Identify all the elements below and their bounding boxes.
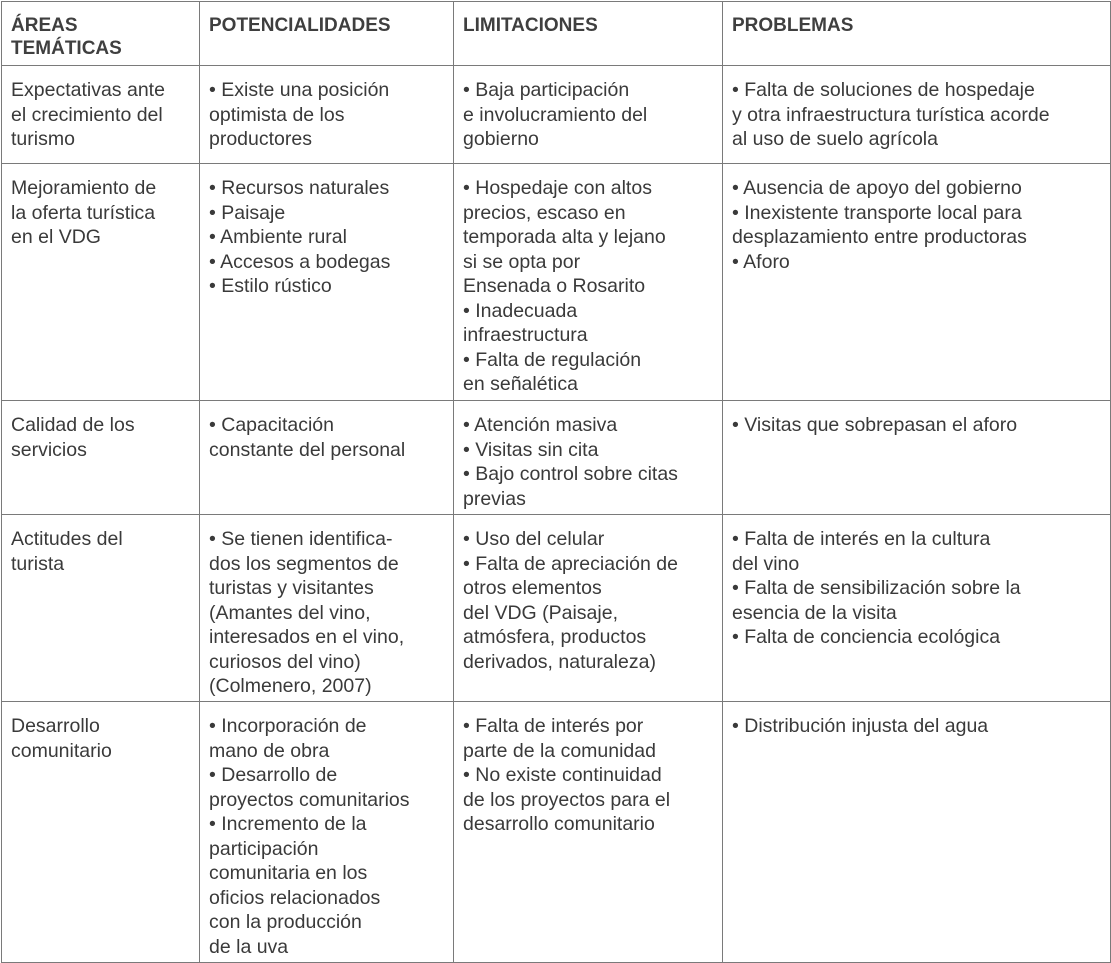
table-row (2, 515, 1111, 702)
cell-limitaciones (454, 164, 723, 401)
cell-text-line: mano de obra (209, 739, 330, 762)
header-areas-tematicas (2, 2, 200, 66)
header-potencialidades (200, 2, 454, 66)
header-text-line: ÁREAS (11, 15, 78, 36)
header-limitaciones (454, 2, 723, 66)
cell-text-line: • Falta de soluciones de hospedaje (732, 79, 1035, 101)
cell-text-line: la oferta turística (11, 201, 156, 224)
cell-potencialidades (200, 164, 454, 401)
cell-text-line: esencia de la visita (732, 601, 897, 624)
cell-text-line: • Accesos a bodegas (209, 250, 391, 273)
cell-text-line: • Capacitación (209, 414, 334, 436)
cell-text-line: optimista de los (209, 103, 345, 126)
cell-text-line: • Se tienen identifica- (209, 528, 393, 550)
cell-problemas (723, 515, 1111, 702)
cell-area (2, 401, 200, 515)
cell-text-line: • Falta de interés por (463, 715, 644, 737)
cell-potencialidades (200, 702, 454, 963)
cell-text-line: • Falta de sensibilización sobre la (732, 577, 1021, 599)
cell-text-line: en el VDG (11, 226, 101, 248)
cell-text-line: • Desarrollo de (209, 764, 338, 786)
cell-text-line: • Paisaje (209, 201, 286, 224)
cell-text-line: participación (209, 837, 319, 860)
cell-area (2, 515, 200, 702)
cell-text-line: temporada alta y lejano (463, 226, 666, 248)
table-row (2, 702, 1111, 963)
cell-text-line: dos los segmentos de (209, 552, 399, 575)
cell-problemas (723, 164, 1111, 401)
table-row (2, 401, 1111, 515)
cell-text-line: • Ausencia de apoyo del gobierno (732, 177, 1022, 199)
cell-text-line: si se opta por (463, 250, 581, 273)
cell-text-line: • Visitas que sobrepasan el aforo (732, 414, 1018, 436)
cell-limitaciones (454, 702, 723, 963)
cell-text-line: atmósfera, productos (463, 626, 647, 648)
cell-text-line: gobierno (463, 128, 539, 150)
cell-text-line: • Estilo rústico (209, 275, 332, 297)
cell-text-line: productores (209, 128, 312, 150)
cell-text-line: de la uva (209, 935, 289, 958)
cell-text-line: • Falta de regulación (463, 348, 642, 371)
cell-text-line: • Inadecuada (463, 299, 578, 322)
cell-text-line: • Recursos naturales (209, 177, 390, 199)
cell-text-line: al uso de suelo agrícola (732, 128, 938, 150)
cell-text-line: • Baja participación (463, 79, 630, 101)
cell-text-line: Expectativas ante (11, 79, 165, 101)
cell-text-line: proyectos comunitarios (209, 788, 410, 811)
cell-text-line: • Falta de apreciación de (463, 552, 678, 575)
cell-text-line: (Amantes del vino, (209, 601, 371, 624)
cell-text-line: • Existe una posición (209, 79, 390, 101)
cell-area (2, 702, 200, 963)
cell-text-line: previas (463, 487, 526, 510)
cell-text-line: Calidad de los (11, 414, 135, 436)
thematic-areas-table (1, 1, 1111, 963)
cell-text-line: precios, escaso en (463, 201, 626, 224)
header-text-line: LIMITACIONES (463, 15, 598, 36)
cell-potencialidades (200, 515, 454, 702)
cell-text-line: de los proyectos para el (463, 788, 671, 811)
cell-text-line: servicios (11, 438, 87, 461)
cell-text-line: desarrollo comunitario (463, 813, 655, 835)
cell-limitaciones (454, 66, 723, 164)
cell-text-line: • Inexistente transporte local para (732, 201, 1022, 224)
cell-potencialidades (200, 401, 454, 515)
cell-text-line: • Falta de conciencia ecológica (732, 626, 1001, 648)
cell-text-line: • Incremento de la (209, 813, 367, 835)
header-problemas (723, 2, 1111, 66)
cell-text-line: y otra infraestructura turística acorde (732, 103, 1050, 126)
cell-text-line: e involucramiento del (463, 103, 648, 126)
header-text-line: POTENCIALIDADES (209, 15, 391, 36)
cell-text-line: (Colmenero, 2007) (209, 675, 372, 697)
cell-text-line: curiosos del vino) (209, 650, 361, 673)
table-row (2, 164, 1111, 401)
cell-text-line: turismo (11, 128, 75, 150)
table-row (2, 66, 1111, 164)
cell-text-line: • Aforo (732, 250, 790, 273)
cell-text-line: con la producción (209, 911, 362, 933)
cell-text-line: turista (11, 552, 65, 575)
cell-text-line: Ensenada o Rosarito (463, 275, 646, 297)
cell-text-line: • Atención masiva (463, 414, 618, 436)
header-text-line: PROBLEMAS (732, 15, 854, 36)
cell-text-line: Mejoramiento de (11, 177, 157, 199)
cell-text-line: • Bajo control sobre citas (463, 463, 678, 485)
cell-text-line: el crecimiento del (11, 103, 163, 126)
cell-text-line: constante del personal (209, 438, 406, 461)
cell-text-line: • Hospedaje con altos (463, 177, 652, 199)
cell-text-line: en señalética (463, 373, 578, 395)
cell-text-line: interesados en el vino, (209, 626, 405, 648)
cell-text-line: otros elementos (463, 577, 602, 599)
cell-problemas (723, 401, 1111, 515)
cell-text-line: • Incorporación de (209, 715, 367, 737)
cell-area (2, 164, 200, 401)
cell-text-line: comunitario (11, 739, 112, 762)
cell-limitaciones (454, 515, 723, 702)
cell-text-line: del vino (732, 552, 800, 575)
cell-text-line: • Distribución injusta del agua (732, 715, 989, 737)
cell-text-line: • Ambiente rural (209, 226, 347, 248)
cell-text-line: turistas y visitantes (209, 577, 374, 599)
cell-text-line: • Falta de interés en la cultura (732, 528, 991, 550)
cell-potencialidades (200, 66, 454, 164)
cell-limitaciones (454, 401, 723, 515)
cell-text-line: Actitudes del (11, 528, 123, 550)
cell-text-line: derivados, naturaleza) (463, 650, 656, 673)
cell-text-line: Desarrollo (11, 715, 100, 737)
cell-area (2, 66, 200, 164)
cell-problemas (723, 66, 1111, 164)
cell-problemas (723, 702, 1111, 963)
cell-text-line: parte de la comunidad (463, 739, 656, 762)
cell-text-line: infraestructura (463, 324, 588, 346)
cell-text-line: • Visitas sin cita (463, 438, 599, 461)
header-row (2, 2, 1111, 66)
cell-text-line: • Uso del celular (463, 528, 605, 550)
cell-text-line: comunitaria en los (209, 862, 368, 884)
cell-text-line: del VDG (Paisaje, (463, 601, 618, 624)
cell-text-line: • No existe continuidad (463, 764, 662, 786)
header-text-line: TEMÁTICAS (11, 38, 122, 59)
cell-text-line: desplazamiento entre productoras (732, 226, 1027, 248)
cell-text-line: oficios relacionados (209, 886, 381, 909)
